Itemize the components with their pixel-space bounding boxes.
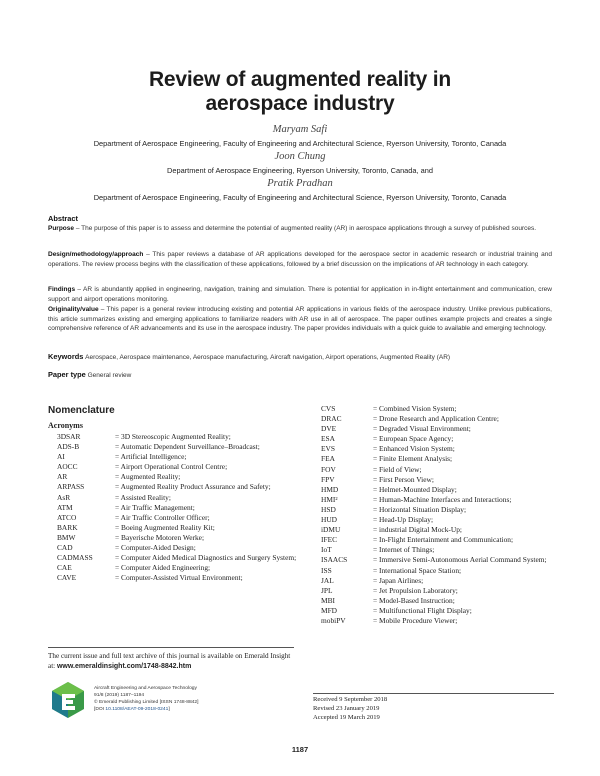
acronym-row (321, 606, 554, 616)
abstract-label: Findings (48, 286, 76, 293)
acronym-definition: = Augmented Reality; (115, 472, 181, 482)
acronym-abbr: MBI (321, 595, 335, 605)
acronym-list-left (57, 432, 307, 583)
acronym-row (57, 432, 307, 442)
acronym-row (321, 535, 554, 545)
acronym-row (321, 505, 554, 515)
acronym-row (57, 503, 307, 513)
journal-info (94, 686, 294, 714)
acronym-row (57, 482, 307, 492)
acronym-abbr: ISAACS (321, 555, 348, 565)
acronym-row (57, 563, 307, 573)
acronym-row (321, 555, 554, 565)
acronym-abbr: ADS-B (57, 442, 80, 452)
journal-volume: 91/8 (2019) 1187–1194 (94, 692, 145, 698)
acronym-definition: = Air Traffic Management; (115, 502, 195, 512)
journal-name: Aircraft Engineering and Aerospace Technology (94, 686, 197, 691)
author-name: Maryam Safi (272, 124, 328, 135)
date-accepted: Accepted 19 March 2019 (313, 713, 380, 721)
abstract-design (48, 250, 552, 269)
acronym-definition: = Airport Operational Control Centre; (115, 462, 228, 472)
acronym-definition: = Artificial Intelligence; (115, 452, 187, 462)
acronym-definition: = Field of View; (373, 464, 422, 474)
divider (48, 647, 294, 648)
acronym-list-right (321, 404, 554, 626)
acronym-row (321, 454, 554, 464)
abstract-text: – This paper reviews a database of AR applications developed for the aerospace sector in academic research or industrial training and operations. The review process begins with the classification of these applications, followed by a brief discussion on the implications of AR technology in each category. (48, 251, 552, 268)
author-affiliation: Department of Aerospace Engineering, Faculty of Engineering and Architectural Science, Ryerson University, Toronto, Canada (93, 139, 507, 148)
acronym-row (321, 596, 554, 606)
acronym-definition: = Enhanced Vision System; (373, 444, 455, 454)
acronym-abbr: BMW (57, 532, 76, 542)
acronym-abbr: CAD (57, 543, 73, 553)
acronym-row (321, 404, 554, 414)
acronym-definition: = industrial Digital Mock-Up; (373, 525, 462, 535)
doi-link[interactable]: 10.1108/AEAT-09-2018-0241 (105, 706, 169, 712)
abstract-heading: Abstract (48, 214, 78, 223)
acronym-definition: = Japan Airlines; (373, 575, 424, 585)
author-name: Pratik Pradhan (267, 178, 333, 189)
acronym-abbr: JPL (321, 585, 333, 595)
acronym-row (321, 616, 554, 626)
acronym-definition: = Computer Aided Engineering; (115, 563, 211, 573)
acronym-abbr: HUD (321, 515, 338, 525)
page-number: 1187 (291, 745, 309, 754)
acronym-row (57, 462, 307, 472)
acronym-row (321, 485, 554, 495)
acronym-definition: = In-Flight Entertainment and Communication; (373, 535, 514, 545)
acronym-abbr: CAE (57, 563, 72, 573)
acronym-abbr: MFD (321, 605, 338, 615)
date-revised: Revised 23 January 2019 (313, 704, 380, 712)
acronym-definition: = Finite Element Analysis; (373, 454, 453, 464)
acronym-row (321, 424, 554, 434)
nomenclature-title: Nomenclature (48, 405, 115, 416)
acronym-row (57, 442, 307, 452)
acronym-abbr: EVS (321, 444, 335, 454)
author-name: Joon Chung (274, 151, 326, 162)
keywords-label: Keywords (48, 352, 84, 361)
acronym-abbr: JAL (321, 575, 334, 585)
acronym-row (321, 566, 554, 576)
acronym-definition: = Computer Aided Medical Diagnostics and Surgery System; (115, 553, 297, 563)
abstract-label: Design/methodology/approach (48, 251, 144, 258)
acronym-abbr: BARK (57, 522, 78, 532)
acronym-definition: = Mobile Procedure Viewer; (373, 615, 458, 625)
paper-title (0, 68, 600, 116)
acronym-definition: = Bayerische Motoren Werke; (115, 532, 205, 542)
acronym-abbr: IFEC (321, 535, 338, 545)
acronym-abbr: CAVE (57, 573, 77, 583)
acronym-row (57, 533, 307, 543)
acronym-definition: = Combined Vision System; (373, 404, 457, 413)
acronym-definition: = Computer-Assisted Virtual Environment; (115, 573, 243, 583)
acronym-row (57, 472, 307, 482)
acronym-abbr: CADMASS (57, 553, 93, 563)
keywords (48, 352, 552, 361)
acronym-row (57, 573, 307, 583)
acronym-definition: = Automatic Dependent Surveillance–Broadcast; (115, 442, 260, 452)
doi-prefix: [DOI (94, 706, 106, 712)
emerald-logo-icon (48, 680, 88, 720)
abstract-label: Purpose (48, 225, 75, 232)
acronym-row (321, 576, 554, 586)
acronym-abbr: AI (57, 452, 65, 462)
acronym-definition: = Helmet-Mounted Display; (373, 484, 457, 494)
abstract-text: – This paper is a general review introducing existing and potential AR applications in various fields of the aerospace industry. Unlike previous publications, this article summarizes existing and emerging applications to familiarize readers with AR use in all of aerospace. The paper outlines example projects and creates a single comprehensive reference of AR advancements and its use in the aerospace industry. The paper provides individuals with a quick guide to available and emerging technology. (48, 306, 552, 333)
author-affiliation: Department of Aerospace Engineering, Faculty of Engineering and Architectural Science, Ryerson University, Toronto, Canada (93, 193, 507, 202)
acronym-abbr: AR (57, 472, 68, 482)
acronym-definition: = Air Traffic Controller Officer; (115, 512, 210, 522)
acronym-row (57, 543, 307, 553)
abstract-originality (48, 305, 552, 334)
acronym-row (321, 495, 554, 505)
acronym-abbr: DVE (321, 424, 337, 434)
acronym-definition: = First Person View; (373, 474, 434, 484)
acronym-abbr: ATCO (57, 512, 77, 522)
acronym-definition: = Assisted Reality; (115, 492, 171, 502)
archive-url[interactable]: www.emeraldinsight.com/1748-8842.htm (56, 663, 192, 670)
acronym-definition: = Head-Up Display; (373, 515, 433, 525)
acronyms-heading: Acronyms (48, 421, 83, 430)
acronym-row (321, 525, 554, 535)
archive-note (48, 651, 298, 672)
acronym-abbr: HMI² (321, 494, 338, 504)
journal-publisher: © Emerald Publishing Limited [ISSN 1748-8842] (94, 699, 199, 705)
acronym-abbr: ARPASS (57, 482, 85, 492)
publication-dates (313, 696, 553, 722)
acronym-definition: = Drone Research and Application Centre; (373, 414, 499, 424)
paper-type-text: General review (87, 372, 132, 379)
acronym-row (57, 553, 307, 563)
acronym-row (321, 545, 554, 555)
acronym-definition: = Computer-Aided Design; (115, 543, 196, 553)
acronym-abbr: ESA (321, 434, 335, 444)
acronym-abbr: FOV (321, 464, 336, 474)
abstract-findings (48, 285, 552, 304)
acronym-row (57, 513, 307, 523)
acronym-definition: = 3D Stereoscopic Augmented Reality; (115, 432, 231, 441)
acronym-abbr: iDMU (321, 525, 341, 535)
paper-type-label: Paper type (48, 370, 86, 379)
acronym-row (321, 475, 554, 485)
acronym-abbr: ATM (57, 502, 73, 512)
acronym-definition: = International Space Station; (373, 565, 462, 575)
acronym-abbr: AsR (57, 492, 71, 502)
acronym-row (57, 523, 307, 533)
acronym-row (57, 493, 307, 503)
doi-suffix: ] (168, 706, 170, 712)
acronym-definition: = Multifunctional Flight Display; (373, 605, 472, 615)
acronym-abbr: CVS (321, 404, 336, 413)
acronym-row (321, 414, 554, 424)
acronym-abbr: mobiPV (321, 615, 346, 625)
acronym-row (321, 586, 554, 596)
abstract-label: Originality/value (48, 306, 99, 313)
acronym-definition: = Degraded Visual Environment; (373, 424, 471, 434)
keywords-text: Aerospace, Aerospace maintenance, Aerospace manufacturing, Aircraft navigation, Airport operations, Augmented Reality (AR) (85, 354, 451, 361)
acronym-row (321, 465, 554, 475)
author-affiliation: Department of Aerospace Engineering, Ryerson University, Toronto, Canada, and (167, 166, 433, 175)
acronym-row (321, 434, 554, 444)
acronym-abbr: ISS (321, 565, 332, 575)
abstract-text: – The purpose of this paper is to assess and determine the potential of augmented reality (AR) in aerospace applications through a survey of published sources. (74, 225, 537, 232)
archive-note-text: The current issue and full text archive of this journal is available on Emerald Insight at: (48, 652, 291, 670)
acronym-definition: = Model-Based Instruction; (373, 595, 455, 605)
acronym-definition: = Jet Propulsion Laboratory; (373, 585, 458, 595)
title-line-1: Review of augmented reality in (148, 68, 452, 91)
acronym-abbr: HMD (321, 484, 339, 494)
acronym-definition: = Augmented Reality Product Assurance and Safety; (115, 482, 271, 492)
acronym-abbr: AOCC (57, 462, 78, 472)
acronym-definition: = European Space Agency; (373, 434, 454, 444)
acronym-abbr: FEA (321, 454, 335, 464)
date-received: Received 9 September 2018 (313, 696, 388, 703)
abstract-purpose (48, 224, 552, 234)
acronym-abbr: FPV (321, 474, 335, 484)
acronym-row (57, 452, 307, 462)
acronym-row (321, 444, 554, 454)
acronym-definition: = Immersive Semi-Autonomous Aerial Command System; (373, 555, 547, 565)
acronym-definition: = Human-Machine Interfaces and Interactions; (373, 494, 512, 504)
paper-type (48, 370, 552, 379)
acronym-row (321, 515, 554, 525)
acronym-definition: = Horizontal Situation Display; (373, 504, 467, 514)
divider (313, 693, 554, 694)
journal-doi (94, 707, 294, 714)
acronym-abbr: HSD (321, 504, 336, 514)
abstract-text: – AR is abundantly applied in engineering, navigation, training and simulation. There is potential for application in in-flight entertainment and communication, crew support and airport operations monitoring. (48, 286, 552, 303)
acronym-abbr: IoT (321, 545, 332, 555)
acronym-abbr: DRAC (321, 414, 342, 424)
acronym-abbr: 3DSAR (57, 432, 81, 441)
acronym-definition: = Internet of Things; (373, 545, 435, 555)
title-line-2: aerospace industry (205, 92, 395, 115)
acronym-definition: = Boeing Augmented Reality Kit; (115, 522, 215, 532)
